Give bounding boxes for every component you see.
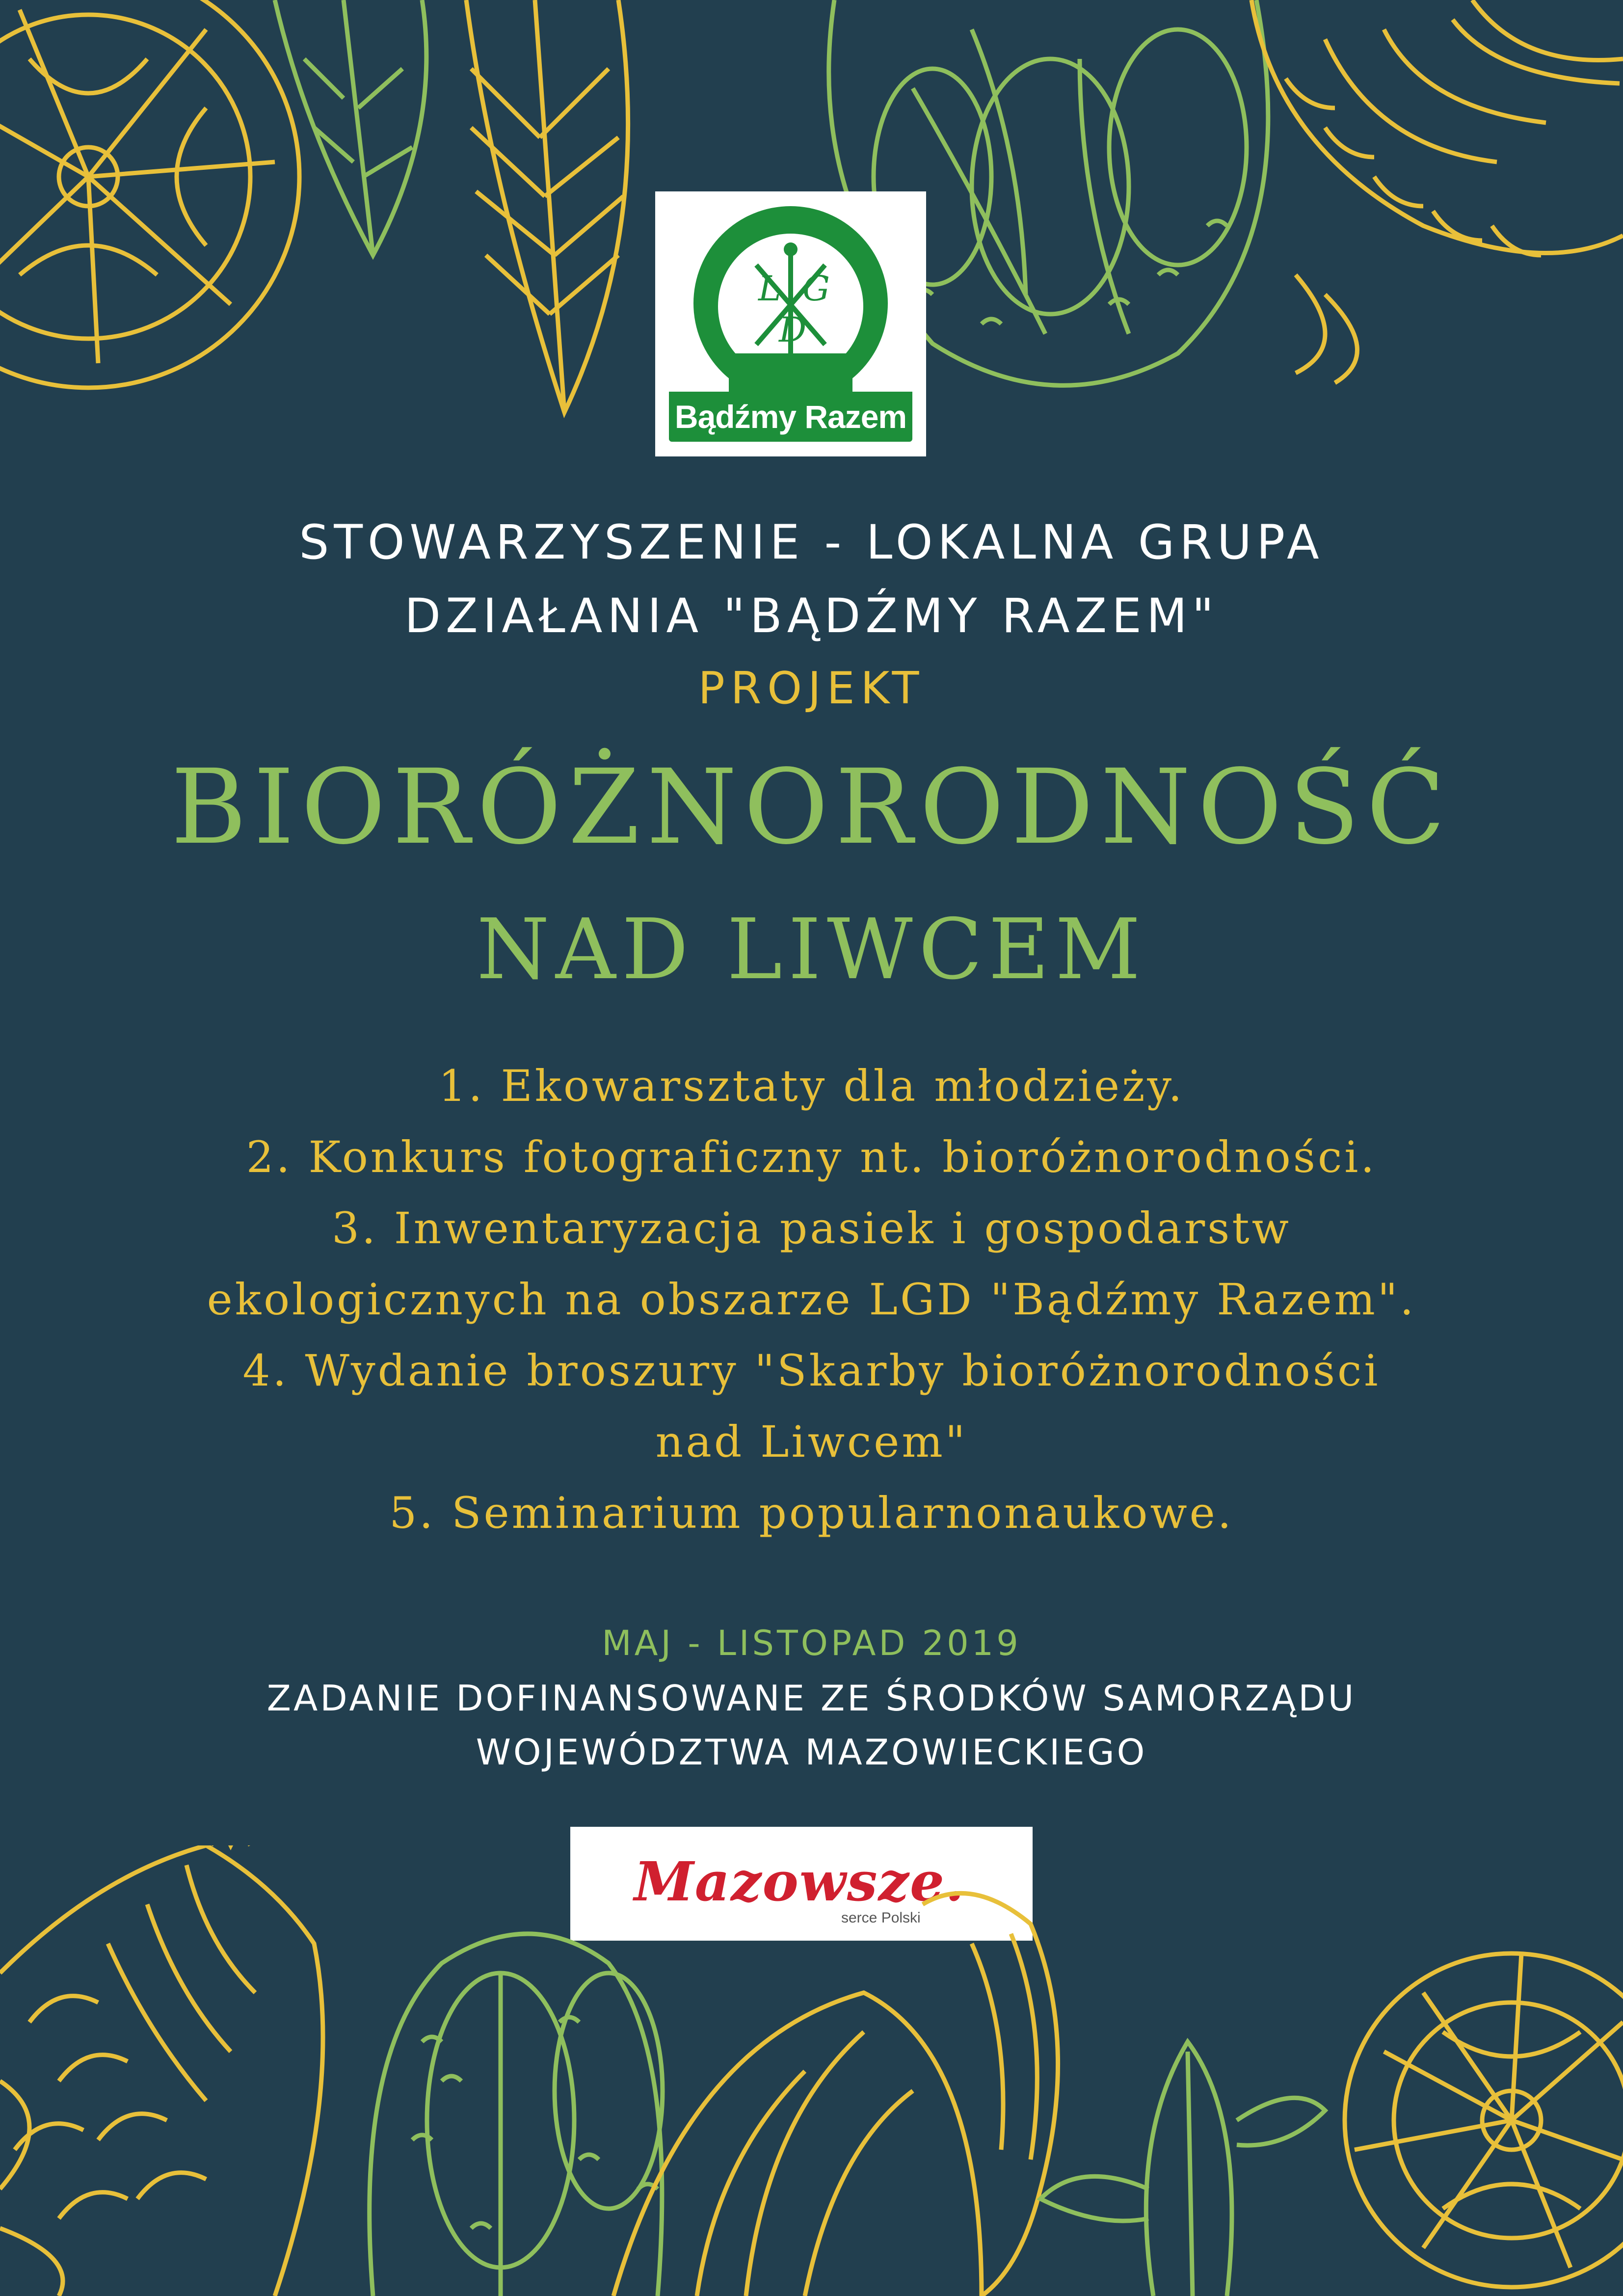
mazowsze-logo	[570, 1827, 1033, 1941]
lgd-logo-name: Bądźmy Razem	[669, 392, 912, 442]
organization-name	[0, 506, 1623, 653]
lgd-logo	[655, 191, 926, 456]
organization-line-2: DZIAŁANIA "BĄDŹMY RAZEM"	[404, 588, 1219, 643]
svg-text:D: D	[779, 310, 807, 350]
project-title: BIORÓŻNORODNOŚĆ	[171, 747, 1452, 867]
mazowsze-logo-icon: Mazowsze.	[634, 1850, 965, 1913]
project-label: PROJEKT	[698, 663, 925, 714]
task-line: nad Liwcem"	[655, 1416, 968, 1467]
organization-line-1: STOWARZYSZENIE - LOKALNA GRUPA	[299, 515, 1324, 570]
task-line: 1. Ekowarsztaty dla młodzieży.	[438, 1061, 1185, 1111]
project-subtitle: NAD LIWCEM	[477, 901, 1146, 998]
svg-text:L: L	[758, 268, 781, 309]
funding-line-2: WOJEWÓDZTWA MAZOWIECKIEGO	[476, 1732, 1147, 1773]
task-line: 4. Wydanie broszury "Skarby bioróżnorodności	[242, 1345, 1381, 1396]
mazowsze-tagline: serce Polski	[841, 1910, 921, 1926]
task-line: 2. Konkurs fotograficzny nt. bioróżnorodności.	[246, 1132, 1377, 1182]
task-list	[0, 1050, 1623, 1548]
task-line: ekologicznych na obszarze LGD "Bądźmy Razem".	[207, 1274, 1416, 1325]
project-dates: MAJ - LISTOPAD 2019	[602, 1623, 1021, 1663]
task-line: 5. Seminarium popularnonaukowe.	[389, 1488, 1234, 1538]
funding-note	[0, 1671, 1623, 1779]
svg-text:G: G	[802, 268, 830, 309]
funding-line-1: ZADANIE DOFINANSOWANE ZE ŚRODKÓW SAMORZĄDU	[266, 1678, 1357, 1719]
task-line: 3. Inwentaryzacja pasiek i gospodarstw	[332, 1203, 1291, 1254]
